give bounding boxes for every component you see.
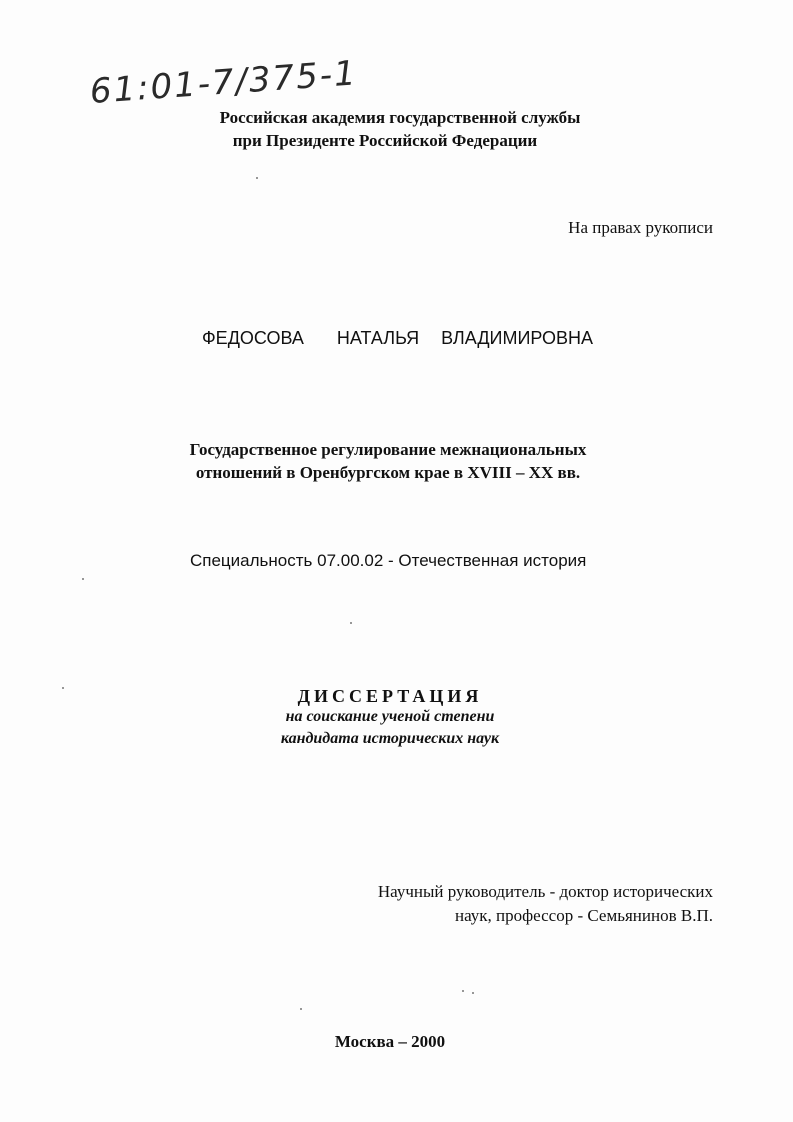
scan-speck bbox=[300, 1008, 302, 1010]
scan-speck bbox=[256, 177, 258, 179]
rights-note: На правах рукописи bbox=[568, 218, 713, 237]
scan-speck bbox=[462, 990, 464, 992]
scan-speck bbox=[62, 687, 64, 689]
city-year: Москва – 2000 bbox=[334, 1032, 446, 1051]
supervisor-line-2: наук, профессор - Семьянинов В.П. bbox=[455, 906, 713, 925]
degree-line-1: на соискание ученой степени bbox=[285, 708, 495, 725]
scan-speck bbox=[472, 992, 474, 994]
degree-line-2: кандидата исторических наук bbox=[280, 730, 500, 747]
author-name: ФЕДОСОВА НАТАЛЬЯ ВЛАДИМИРОВНА bbox=[202, 328, 594, 348]
specialty: Специальность 07.00.02 - Отечественная история bbox=[190, 551, 587, 570]
dissertation-title-line-2: отношений в Оренбургском крае в XVIII – XX вв. bbox=[195, 463, 581, 482]
dissertation-title-line-1: Государственное регулирование межнациональных bbox=[189, 440, 587, 459]
institution-line-2: при Президенте Российской Федерации bbox=[232, 131, 538, 150]
handwritten-catalog-code: 61:01-7/375-1 bbox=[88, 53, 359, 112]
scan-speck bbox=[350, 622, 352, 624]
dissertation-heading: ДИССЕРТАЦИЯ bbox=[297, 686, 483, 706]
scan-speck bbox=[82, 578, 84, 580]
supervisor-line-1: Научный руководитель - доктор исторических bbox=[377, 882, 713, 901]
institution-line-1: Российская академия государственной службы bbox=[219, 108, 581, 127]
